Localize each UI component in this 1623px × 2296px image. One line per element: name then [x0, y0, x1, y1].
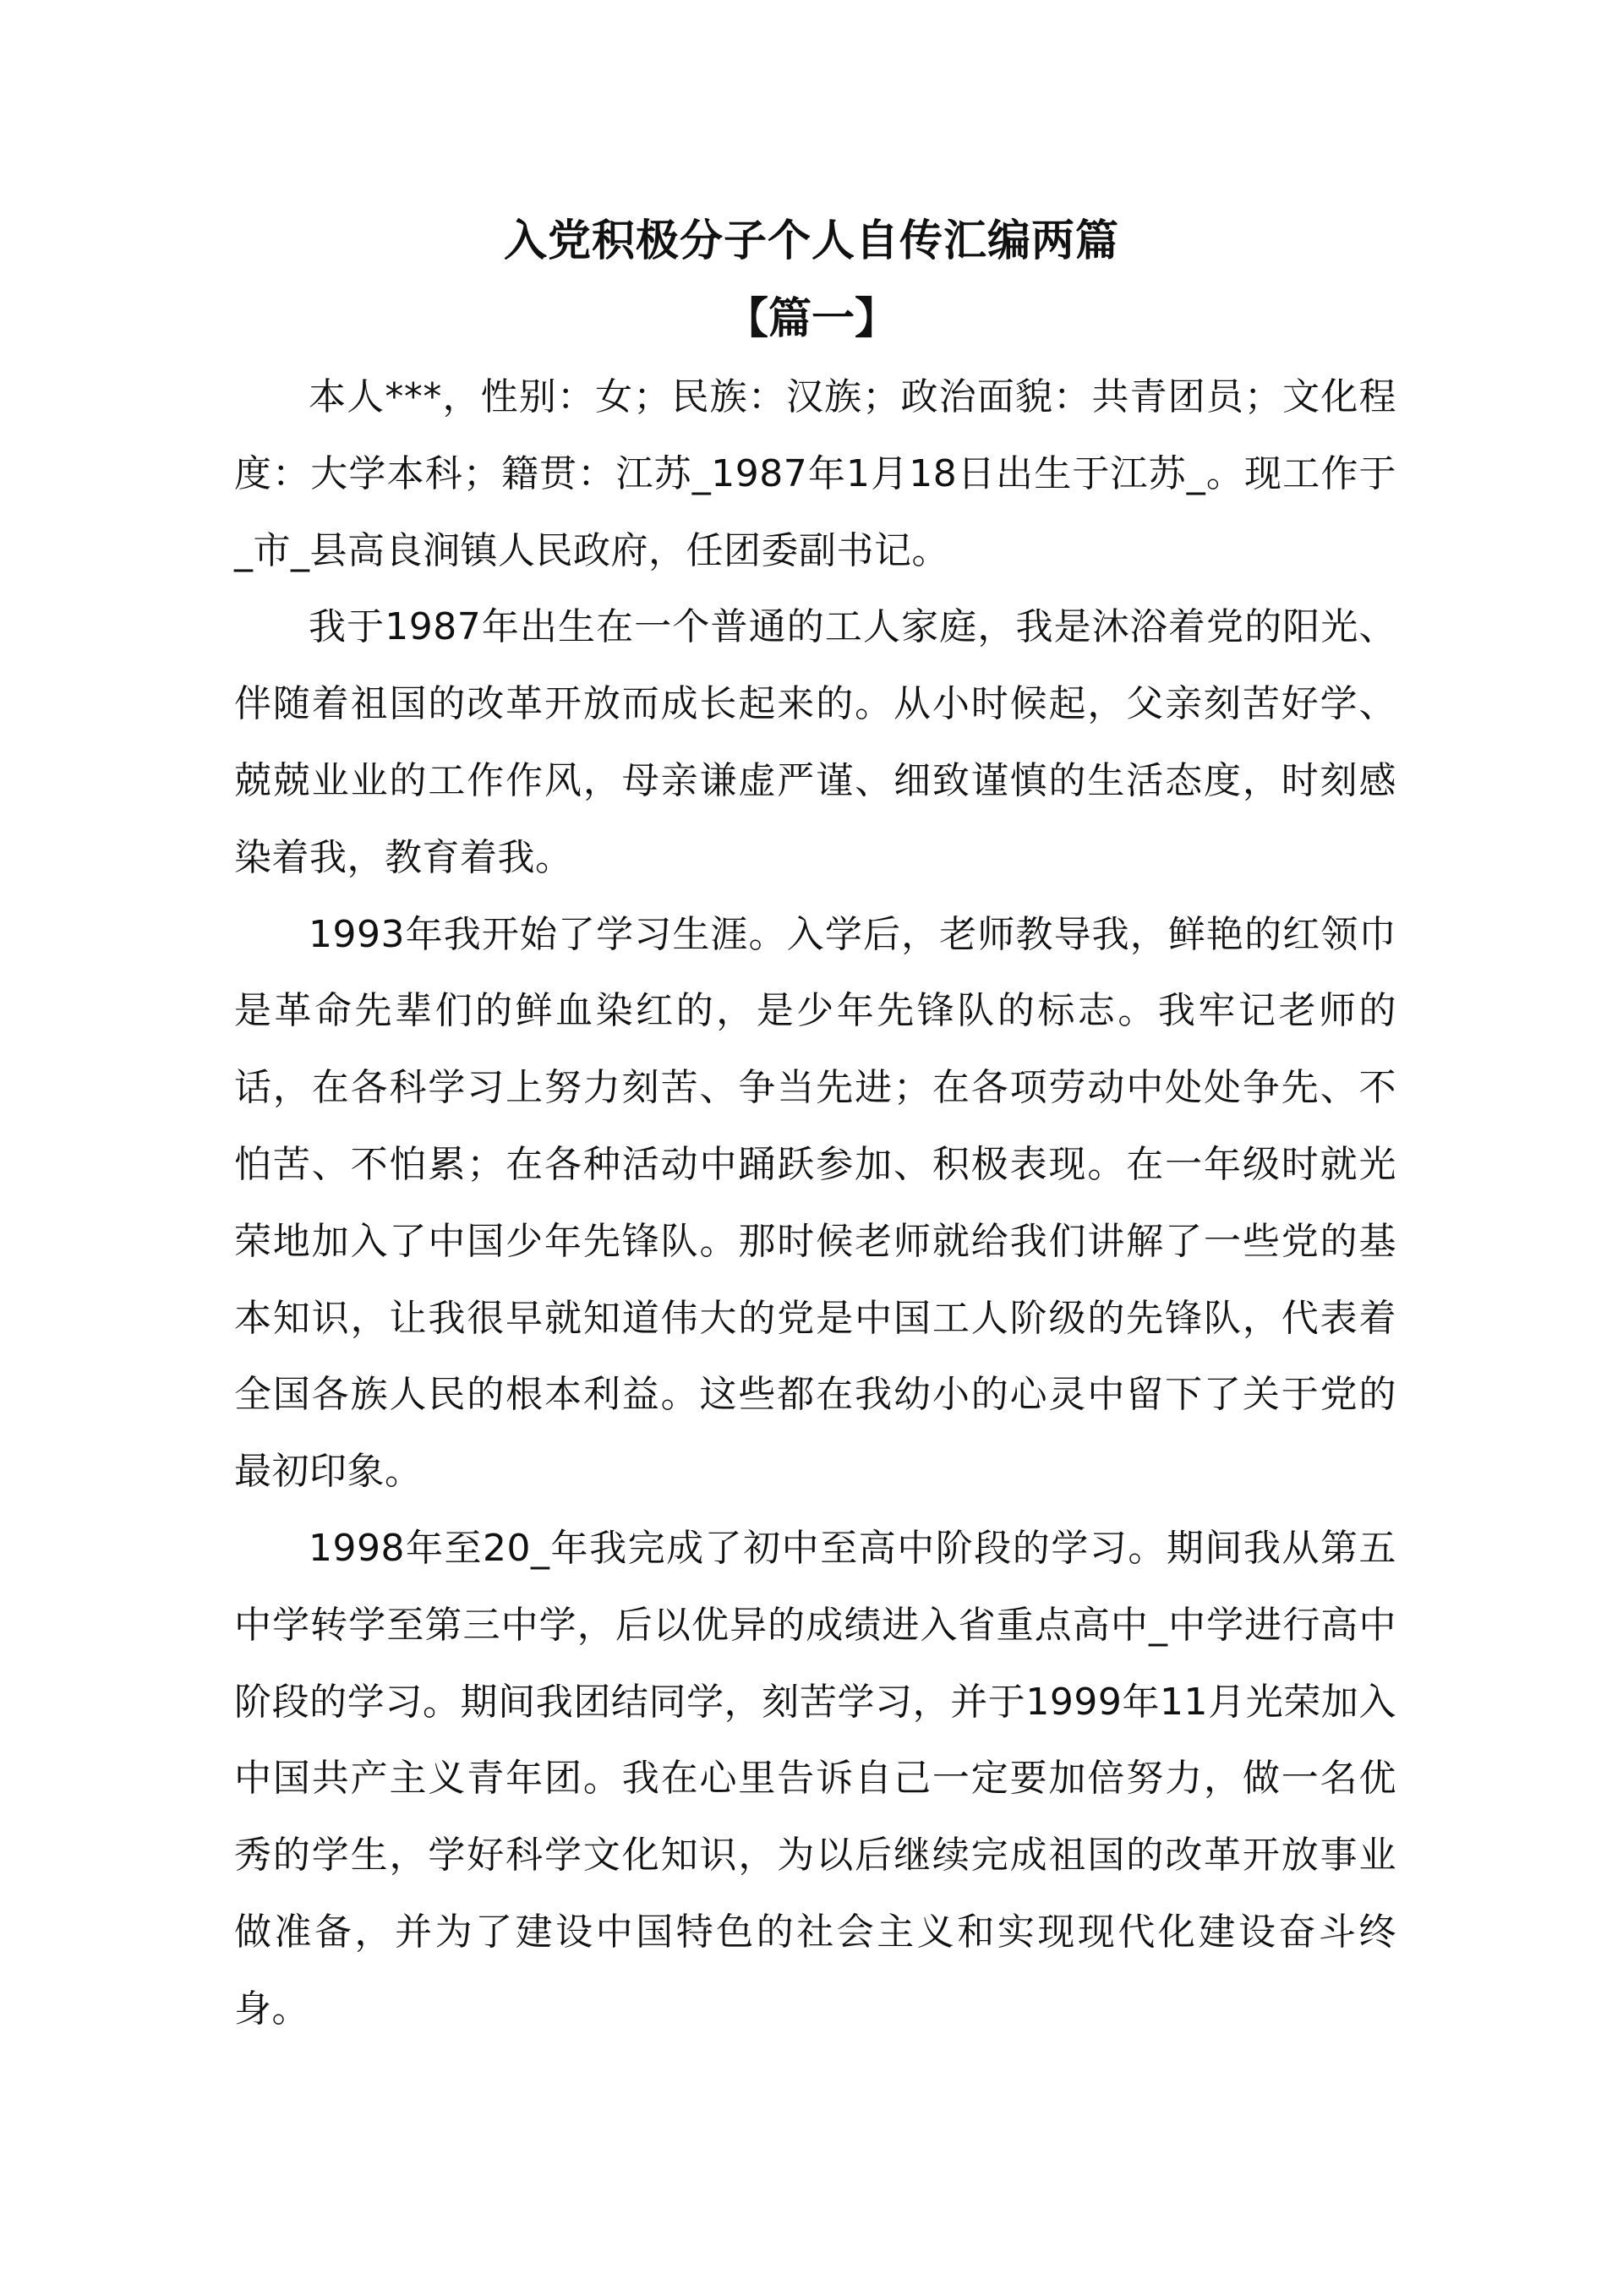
- document-body: [234, 359, 1396, 2048]
- paragraph-2: 我于1987年出生在一个普通的工人家庭，我是沐浴着党的阳光、伴随着祖国的改革开放而成长起来的。从小时候起，父亲刻苦好学、兢兢业业的工作作风，母亲谦虚严谨、细致谨慎的生活态度，时刻感染着我，教育着我。: [234, 605, 1396, 879]
- paragraph-4: 1998年至20_年我完成了初中至高中阶段的学习。期间我从第五中学转学至第三中学，后以优异的成绩进入省重点高中_中学进行高中阶段的学习。期间我团结同学，刻苦学习，并于1999年11月光荣加入中国共产主义青年团。我在心里告诉自己一定要加倍努力，做一名优秀的学生，学好科学文化知识，为以后继续完成祖国的改革开放事业做准备，并为了建设中国特色的社会主义和实现现代化建设奋斗终身。: [234, 1526, 1396, 2031]
- document-title: 入党积极分子个人自传汇编两篇: [503, 216, 1119, 266]
- paragraph-3: 1993年我开始了学习生涯。入学后，老师教导我，鲜艳的红领巾是革命先辈们的鲜血染红的，是少年先锋队的标志。我牢记老师的话，在各科学习上努力刻苦、争当先进；在各项劳动中处处争先、不怕苦、不怕累；在各种活动中踊跃参加、积极表现。在一年级时就光荣地加入了中国少年先锋队。那时候老师就给我们讲解了一些党的基本知识，让我很早就知道伟大的党是中国工人阶级的先锋队，代表着全国各族人民的根本利益。这些都在我幼小的心灵中留下了关于党的最初印象。: [234, 912, 1396, 1494]
- paragraph-1: 本人***，性别：女；民族：汉族；政治面貌：共青团员；文化程度：大学本科；籍贯：江苏_1987年1月18日出生于江苏_。现工作于_市_县高良涧镇人民政府，任团委副书记。: [234, 375, 1396, 572]
- section-heading: 【篇一】: [724, 294, 898, 344]
